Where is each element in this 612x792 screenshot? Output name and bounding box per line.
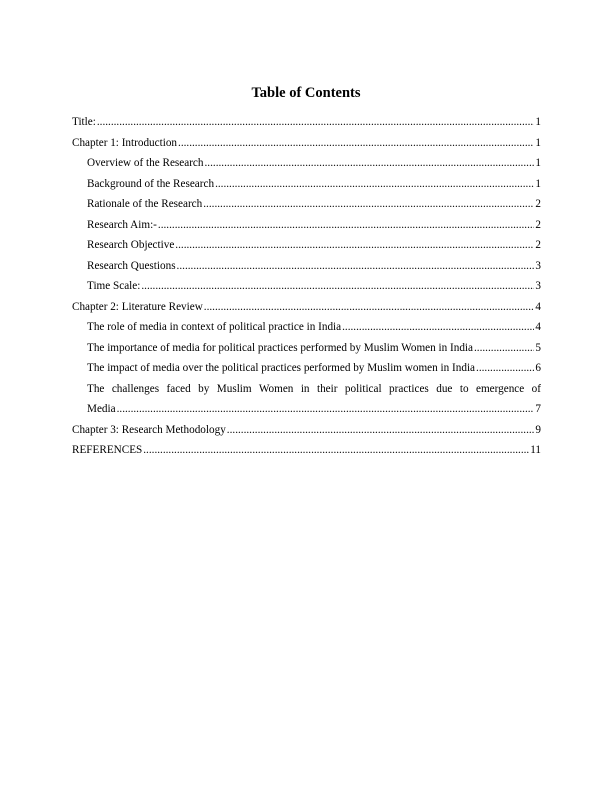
- toc-list: [72, 112, 541, 461]
- toc-entry-line-2: [87, 399, 541, 420]
- toc-entry-page: 3: [535, 280, 541, 292]
- toc-entry-label-line-1: The challenges faced by Muslim Women in their political practices due to emergence of: [87, 382, 541, 395]
- toc-entry-label-line-2: Media: [87, 403, 116, 415]
- toc-entry-page: 11: [530, 444, 541, 456]
- toc-entry-label: Research Aim:-: [87, 218, 157, 231]
- toc-entry-label: Time Scale:: [87, 280, 141, 292]
- toc-entry-label: Chapter 3: Research Methodology: [72, 423, 226, 436]
- toc-entry-page: 1: [535, 116, 541, 128]
- dot-leader: [143, 440, 529, 461]
- dot-leader: [97, 112, 535, 133]
- toc-entry-importance-of-media[interactable]: [72, 338, 541, 359]
- dot-leader: [117, 399, 535, 420]
- dot-leader: [227, 420, 535, 441]
- toc-entry-label: Rationale of the Research: [87, 198, 203, 210]
- toc-entry-challenges[interactable]: [72, 379, 541, 420]
- toc-entry-chapter-2[interactable]: [72, 297, 541, 318]
- toc-entry-research-objective[interactable]: [72, 235, 541, 256]
- dot-leader: [141, 276, 534, 297]
- toc-entry-page: 1: [535, 157, 541, 169]
- toc-entry-label: The role of media in context of political practice in India: [87, 321, 342, 333]
- toc-entry-label: Background of the Research: [87, 177, 215, 190]
- toc-entry-label: Overview of the Research: [87, 157, 204, 169]
- toc-entry-page: 1: [535, 177, 541, 190]
- dot-leader: [474, 338, 534, 359]
- toc-entry-page: 2: [535, 239, 541, 251]
- toc-entry-time-scale[interactable]: [72, 276, 541, 297]
- toc-entry-page: 6: [535, 362, 541, 374]
- toc-entry-chapter-1[interactable]: [72, 133, 541, 154]
- dot-leader: [158, 215, 535, 236]
- dot-leader: [204, 297, 535, 318]
- dot-leader: [203, 194, 534, 215]
- toc-entry-role-of-media[interactable]: [72, 317, 541, 338]
- toc-entry-label: Research Objective: [87, 239, 175, 251]
- toc-entry-chapter-3[interactable]: [72, 420, 541, 441]
- toc-entry-label: Chapter 2: Literature Review: [72, 300, 203, 313]
- dot-leader: [177, 256, 535, 277]
- toc-entry-title[interactable]: [72, 112, 541, 133]
- toc-entry-research-aim[interactable]: [72, 215, 541, 236]
- toc-entry-page: 9: [535, 423, 541, 436]
- toc-entry-label: Chapter 1: Introduction: [72, 136, 178, 149]
- dot-leader: [175, 235, 534, 256]
- toc-entry-page: 1: [535, 136, 541, 149]
- toc-entry-label: Title:: [72, 116, 96, 128]
- toc-heading: Table of Contents: [251, 85, 361, 101]
- toc-entry-page: 3: [535, 259, 541, 272]
- dot-leader: [215, 174, 534, 195]
- toc-entry-page: 4: [535, 321, 541, 333]
- toc-entry-page: 2: [535, 218, 541, 231]
- toc-entry-label: The importance of media for political practices performed by Muslim Women in India: [87, 341, 473, 354]
- toc-entry-label: The impact of media over the political practices performed by Muslim women in India: [87, 362, 476, 374]
- dot-leader: [342, 317, 534, 338]
- toc-entry-overview[interactable]: [72, 153, 541, 174]
- toc-entry-rationale[interactable]: [72, 194, 541, 215]
- toc-entry-label: Research Questions: [87, 259, 176, 272]
- dot-leader: [205, 153, 535, 174]
- toc-entry-page: 5: [535, 341, 541, 354]
- dot-leader: [476, 358, 534, 379]
- toc-entry-background[interactable]: [72, 174, 541, 195]
- toc-entry-label: REFERENCES: [72, 444, 143, 456]
- dot-leader: [178, 133, 534, 154]
- toc-entry-impact-of-media[interactable]: [72, 358, 541, 379]
- toc-entry-references[interactable]: [72, 440, 541, 461]
- toc-entry-page: 7: [535, 403, 541, 415]
- toc-entry-research-questions[interactable]: [72, 256, 541, 277]
- toc-entry-page: 4: [535, 300, 541, 313]
- toc-entry-page: 2: [535, 198, 541, 210]
